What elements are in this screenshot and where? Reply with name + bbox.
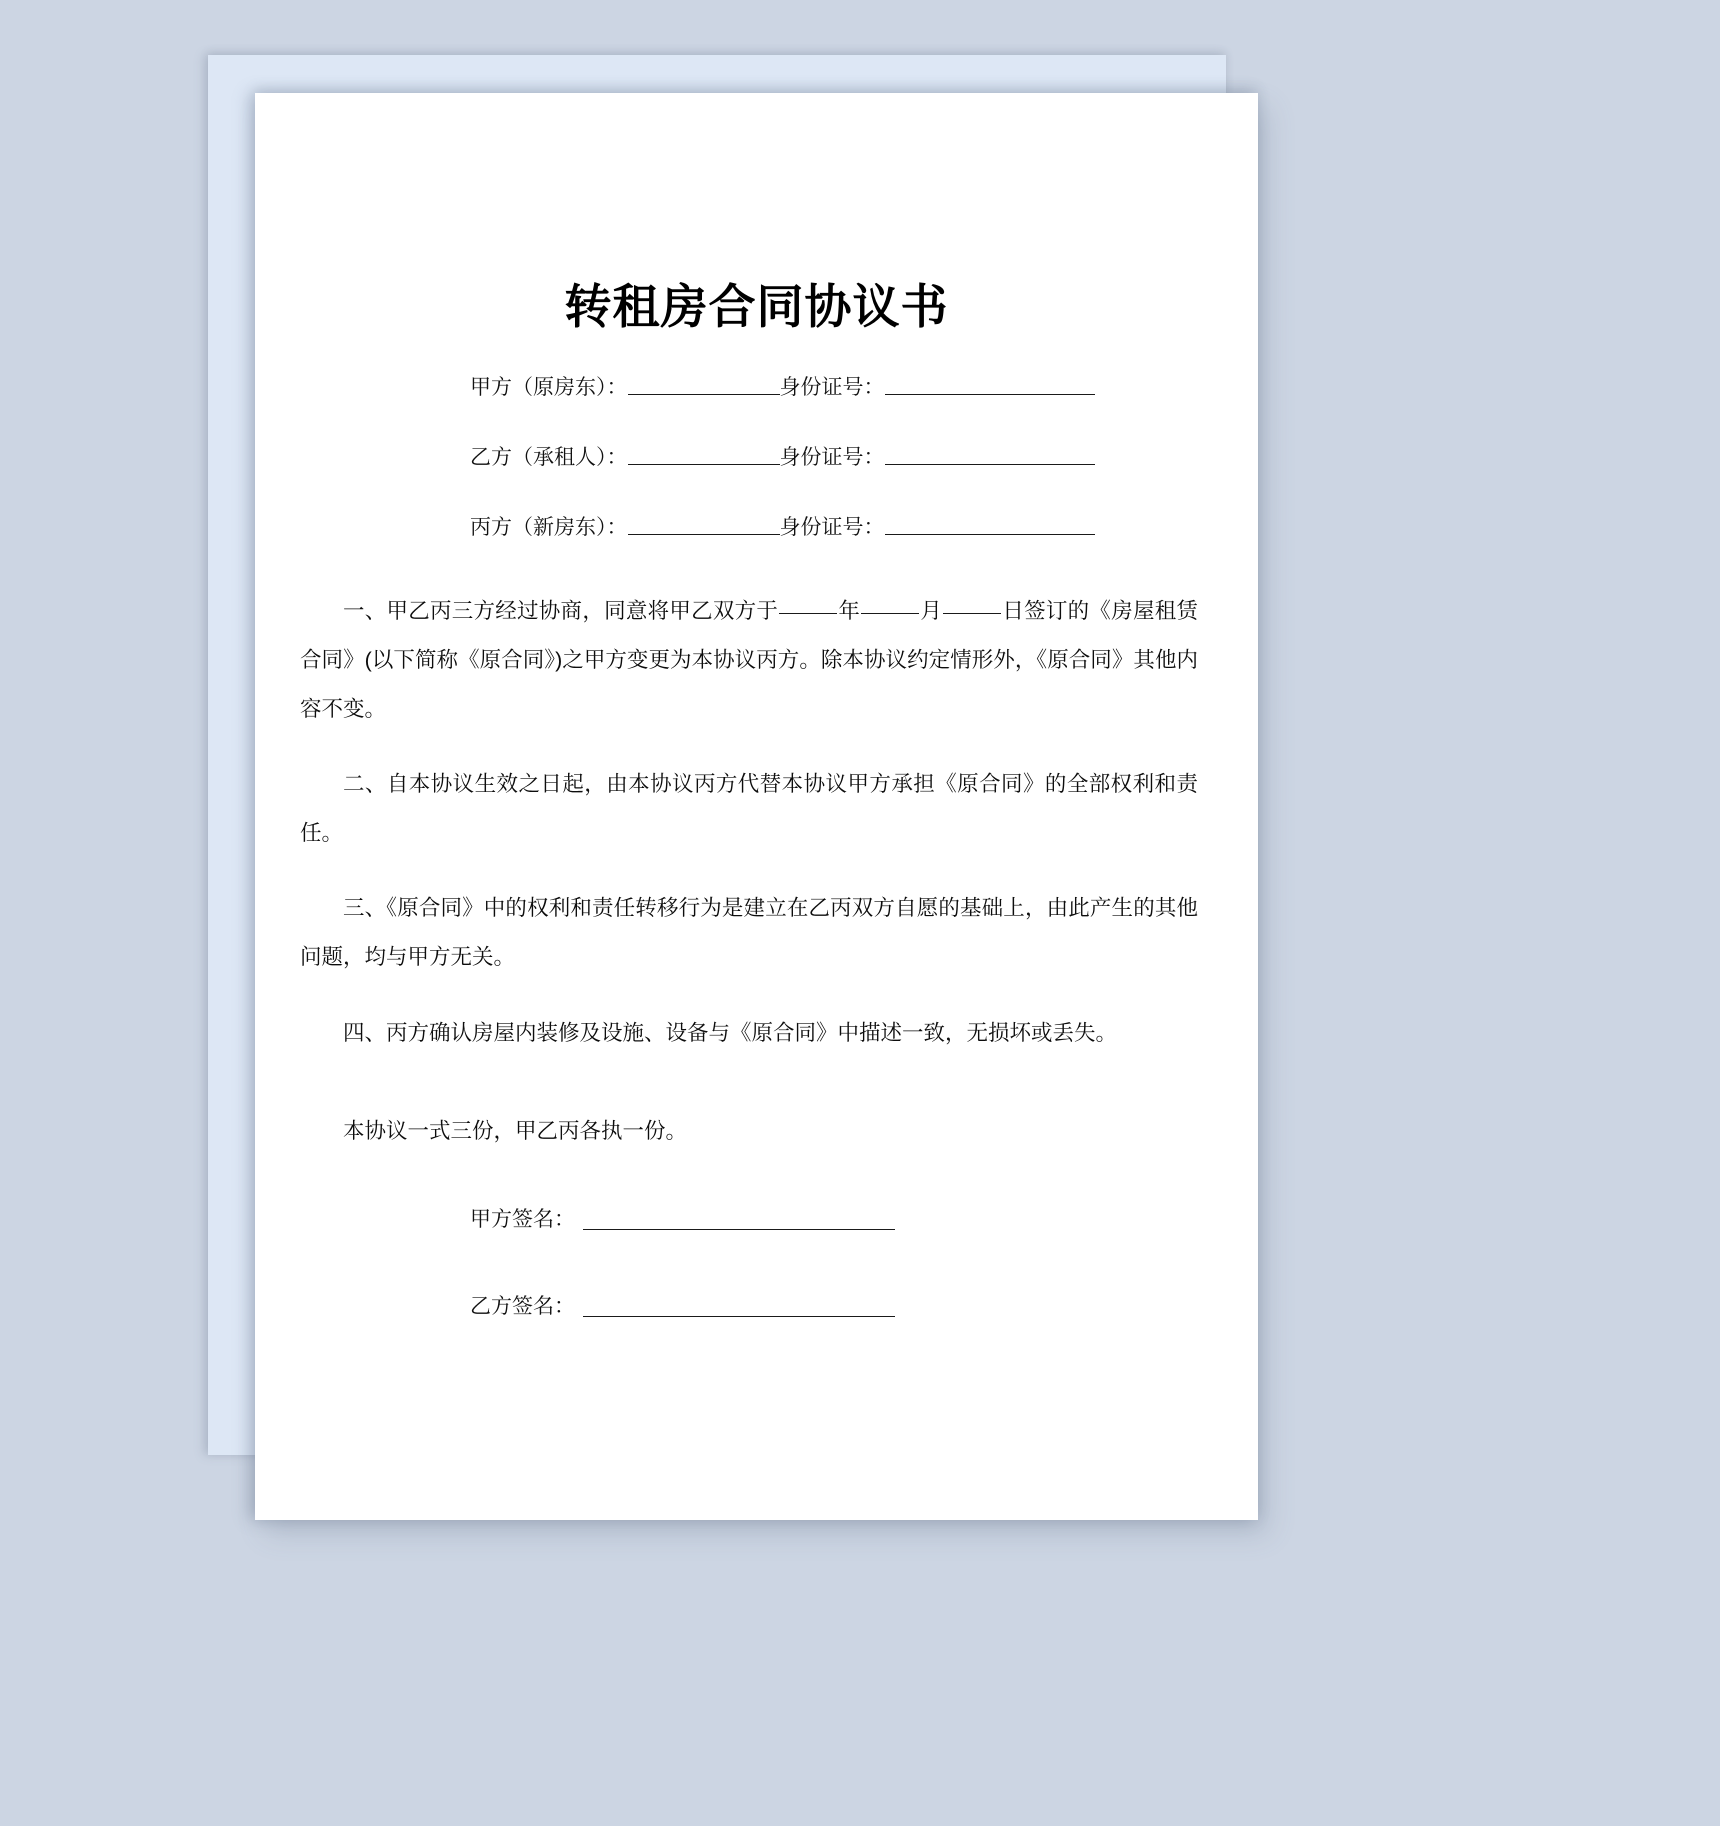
signature-row-jiafang bbox=[470, 1203, 1258, 1233]
party-label-bingfang: 丙方（新房东）： bbox=[470, 516, 628, 540]
clause-1-part-a: 一、甲乙丙三方经过协商，同意将甲乙双方于 bbox=[343, 599, 779, 624]
signature-row-yifang bbox=[470, 1290, 1258, 1320]
clause-1-month-input[interactable] bbox=[861, 612, 919, 614]
clause-1-year-label: 年 bbox=[838, 599, 861, 624]
clause-1-year-input[interactable] bbox=[779, 612, 837, 614]
copies-statement: 本协议一式三份，甲乙丙各执一份。 bbox=[343, 1118, 688, 1143]
party-name-input-jiafang[interactable] bbox=[628, 393, 780, 395]
clause-1-day-input[interactable] bbox=[943, 612, 1001, 614]
party-id-input-bingfang[interactable] bbox=[885, 533, 1095, 535]
clause-1-part-b: 日签订的《房屋租赁合同》(以下简称《原合同》)之甲方变更为本协议丙方。除本协议约定情形外，《原合同》其他内容不变。 bbox=[300, 599, 1198, 722]
signature-section bbox=[255, 1203, 1258, 1320]
party-id-input-yifang[interactable] bbox=[885, 463, 1095, 465]
party-row-bingfang bbox=[470, 517, 1238, 538]
party-name-input-bingfang[interactable] bbox=[628, 533, 780, 535]
signature-input-jiafang[interactable] bbox=[583, 1228, 895, 1230]
id-label-jiafang: 身份证号： bbox=[779, 376, 885, 400]
id-label-bingfang: 身份证号： bbox=[779, 516, 885, 540]
signature-label-yifang: 乙方签名： bbox=[470, 1294, 575, 1318]
id-label-yifang: 身份证号： bbox=[779, 446, 885, 470]
signature-input-yifang[interactable] bbox=[583, 1315, 895, 1317]
clause-item-4: 四、丙方确认房屋内装修及设施、设备与《原合同》中描述一致，无损坏或丢失。 bbox=[343, 1020, 1118, 1045]
clause-list bbox=[255, 587, 1258, 1057]
party-name-input-yifang[interactable] bbox=[628, 463, 780, 465]
clause-item-2: 二、自本协议生效之日起，由本协议丙方代替本协议甲方承担《原合同》的全部权利和责任。 bbox=[300, 772, 1198, 846]
clause-item-1 bbox=[300, 587, 1198, 734]
clause-1-month-label: 月 bbox=[920, 599, 943, 624]
clause-item-3: 三、《原合同》中的权利和责任转移行为是建立在乙丙双方自愿的基础上，由此产生的其他问题，均与甲方无关。 bbox=[300, 896, 1198, 970]
document-page bbox=[255, 93, 1258, 1520]
party-row-jiafang bbox=[470, 377, 1238, 398]
party-fields bbox=[255, 377, 1258, 538]
party-label-yifang: 乙方（承租人）： bbox=[470, 446, 628, 470]
party-row-yifang bbox=[470, 447, 1238, 468]
party-label-jiafang: 甲方（原房东）： bbox=[470, 376, 628, 400]
document-content bbox=[255, 93, 1258, 1377]
page-title: 转租房合同协议书 bbox=[564, 280, 949, 333]
party-id-input-jiafang[interactable] bbox=[885, 393, 1095, 395]
signature-label-jiafang: 甲方签名： bbox=[470, 1207, 575, 1231]
